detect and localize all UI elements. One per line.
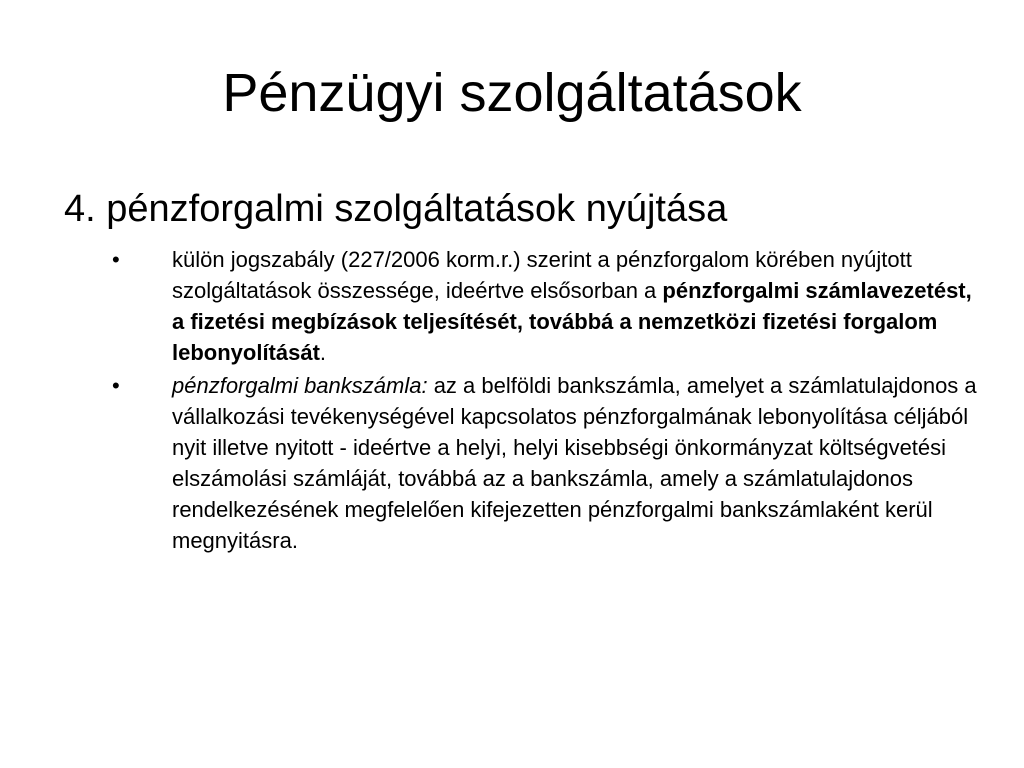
bullet-item-payment-services [112,244,982,368]
section-heading: 4. pénzforgalmi szolgáltatások nyújtása [64,188,728,230]
bullet-item-bank-account [112,370,982,556]
bullet-text: az a belföldi bankszámla, amelyet a számlatulajdonos a vállalkozási tevékenységével kapcsolatos pénzforgalmának lebonyolítása céljából nyit illetve nyitott - ideértve a helyi, helyi kisebbségi önkormányzat költségvetési elszámolási számláját, továbbá az a bankszámla, amely a számlatulajdonos rendelkezésének megfelelően kifejezetten pénzforgalmi bankszámlaként kerül megnyitásra. [172,373,977,553]
bullet-text: külön jogszabály (227/2006 korm.r.) szerint a pénzforgalom körében nyújtott szolgáltatások összessége, ideértve elsősorban a [172,247,912,303]
bullet-list [112,244,982,558]
bullet-italic-term: pénzforgalmi bankszámla: [172,373,428,398]
bullet-icon: • [112,247,120,272]
slide-title: Pénzügyi szolgáltatások [222,63,802,123]
bullet-text-end: . [319,340,327,365]
bullet-bold-text: pénzforgalmi számlavezetést, a fizetési megbízások teljesítését, továbbá a nemzetközi fizetési forgalom lebonyolítását [172,278,972,365]
bullet-icon: • [112,373,120,398]
